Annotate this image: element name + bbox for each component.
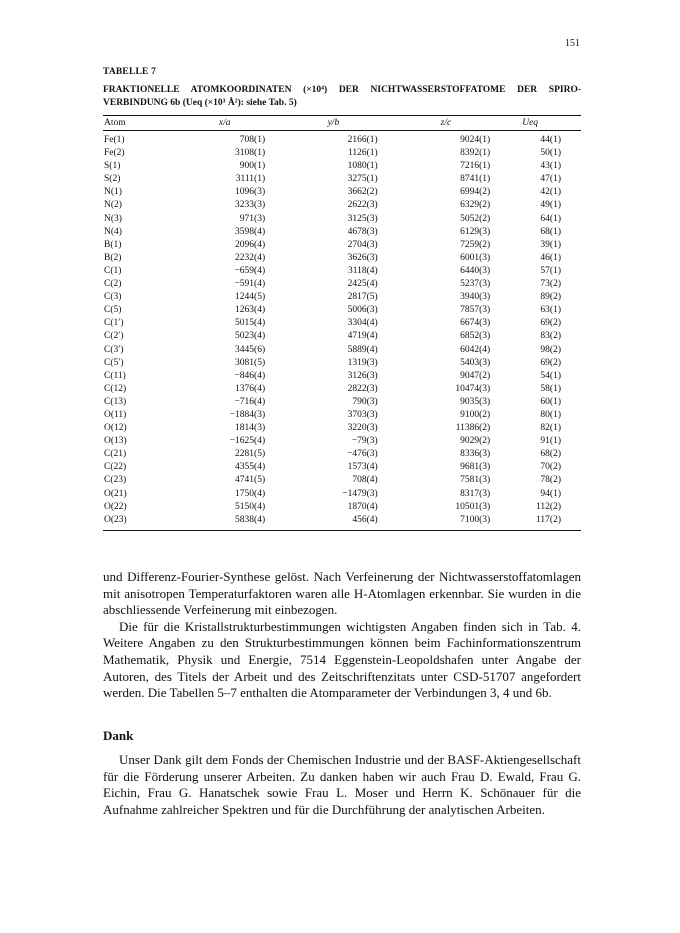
- cell-y: 790(3): [352, 396, 378, 407]
- cell-z: 6674(3): [460, 318, 491, 329]
- cell-x: 2232(4): [235, 252, 266, 263]
- table-row: [103, 317, 581, 330]
- cell-y: −476(3): [347, 449, 378, 460]
- cell-atom: O(23): [104, 514, 127, 525]
- cell-x: 708(1): [239, 135, 266, 145]
- cell-ueq: 70(2): [540, 462, 561, 473]
- cell-ueq: 83(2): [540, 331, 561, 342]
- cell-ueq: 98(2): [540, 344, 561, 355]
- cell-ueq: 44(1): [540, 135, 561, 145]
- table-caption: FRAKTIONELLE ATOMKOORDINATEN (×10⁴) DER NICHTWASSERSTOFFATOME DER SPIRO-VERBINDUNG 6b (Ueq (×10³ Å²): siehe Tab. 5): [103, 85, 581, 108]
- column-header-z: z/c: [440, 118, 452, 128]
- cell-y: 2822(3): [347, 383, 378, 394]
- cell-atom: N(2): [104, 200, 122, 211]
- cell-x: 2281(5): [235, 449, 266, 460]
- cell-ueq: 68(1): [540, 226, 561, 237]
- cell-x: 1376(4): [235, 383, 266, 394]
- table-row: [103, 501, 581, 514]
- cell-ueq: 80(1): [540, 409, 561, 420]
- table-row: [103, 186, 581, 199]
- acknowledgement-paragraph: Unser Dank gilt dem Fonds der Chemischen Industrie und der BASF-Aktiengesellschaft für die Förderung unserer Arbeiten. Zu danken haben wir auch Frau D. Ewald, Frau G. Eichin, Frau G. Hanatschek sowie Frau L. Moser und Herrn K. Schönauer für die Aufnahme zahlreicher Spektren und für die Durchführung der analytischen Arbeiten.: [103, 752, 581, 817]
- cell-y: 3626(3): [347, 252, 378, 263]
- cell-ueq: 60(1): [540, 396, 561, 407]
- body-paragraph-2: Die für die Kristallstrukturbestimmungen wichtigsten Angaben finden sich in Tab. 4. Weitere Angaben zu den Strukturbestimmungen können beim Fachinformationszentrum Mathematik, Physik und Energie, 7514 Eggenstein-Leopoldshafen unter Angabe der Autoren, des Titels der Arbeit und des Zeitschriftenzitats unter CSD-51707 angefordert werden. Die Tabellen 5–7 enthalten die Atomparameter der Verbindungen 3, 4 und 6b.: [103, 618, 581, 701]
- cell-ueq: 57(1): [540, 265, 561, 276]
- page-number: 151: [565, 38, 580, 49]
- cell-z: 8317(3): [460, 488, 491, 499]
- cell-z: 7100(3): [460, 514, 491, 525]
- cell-y: 1573(4): [347, 462, 378, 473]
- cell-y: 1080(1): [347, 161, 378, 172]
- table-row: [103, 461, 581, 474]
- table-row: [103, 173, 581, 186]
- cell-z: 10474(3): [455, 383, 491, 394]
- cell-atom: C(21): [104, 449, 127, 460]
- cell-atom: C(2): [104, 279, 122, 290]
- cell-z: 6852(3): [460, 331, 491, 342]
- cell-z: 6001(3): [460, 252, 491, 263]
- cell-x: −591(4): [234, 279, 266, 290]
- cell-y: 3118(4): [347, 265, 378, 276]
- cell-z: 11386(2): [455, 423, 491, 434]
- cell-y: 3304(4): [347, 318, 378, 329]
- cell-atom: N(1): [104, 187, 122, 198]
- cell-atom: C(3′): [104, 344, 124, 355]
- cell-y: 2704(3): [347, 239, 378, 250]
- cell-z: 7581(3): [460, 475, 491, 486]
- cell-ueq: 117(2): [536, 514, 561, 525]
- cell-z: 3940(3): [460, 292, 491, 303]
- cell-y: 2166(1): [347, 135, 378, 145]
- cell-y: 2622(3): [347, 200, 378, 211]
- table-row: [103, 199, 581, 212]
- table-row: [103, 252, 581, 265]
- cell-x: 2096(4): [235, 239, 266, 250]
- cell-ueq: 94(1): [540, 488, 561, 499]
- cell-atom: C(23): [104, 475, 127, 486]
- cell-ueq: 69(2): [540, 357, 561, 368]
- cell-x: 1814(3): [235, 423, 266, 434]
- cell-z: 6042(4): [460, 344, 491, 355]
- cell-atom: S(1): [104, 161, 121, 172]
- table-row: [103, 160, 581, 173]
- cell-ueq: 91(1): [540, 436, 561, 447]
- table-bottom-rule: [103, 530, 581, 531]
- cell-y: 708(4): [352, 475, 378, 486]
- cell-z: 9047(2): [460, 370, 491, 381]
- cell-x: 5150(4): [235, 501, 266, 512]
- cell-atom: O(22): [104, 501, 127, 512]
- cell-atom: S(2): [104, 174, 121, 185]
- table-row: [103, 278, 581, 291]
- cell-ueq: 39(1): [540, 239, 561, 250]
- cell-y: 4678(3): [347, 226, 378, 237]
- cell-x: 4355(4): [235, 462, 266, 473]
- body-text: [103, 569, 581, 702]
- cell-y: 4719(4): [347, 331, 378, 342]
- cell-ueq: 69(2): [540, 318, 561, 329]
- cell-z: 8741(1): [460, 174, 491, 185]
- table-row: [103, 514, 581, 527]
- cell-ueq: 43(1): [540, 161, 561, 172]
- cell-y: 2817(5): [347, 292, 378, 303]
- cell-y: 3662(2): [347, 187, 378, 198]
- cell-x: −716(4): [234, 396, 266, 407]
- coordinates-table: [103, 116, 581, 527]
- cell-atom: B(2): [104, 252, 122, 263]
- table-label: TABELLE 7: [103, 67, 157, 77]
- cell-atom: N(4): [104, 226, 122, 237]
- cell-z: 10501(3): [455, 501, 491, 512]
- cell-atom: Fe(1): [104, 135, 125, 145]
- body-paragraph-1: und Differenz-Fourier-Synthese gelöst. Nach Verfeinerung der Nichtwasserstoffatomlagen mit anisotropen Temperaturfaktoren waren alle H-Atomlagen erkennbar. Sie wurden in die abschliessende Verfeinerung mit einbezogen.: [103, 569, 581, 618]
- cell-x: −1884(3): [229, 409, 266, 420]
- cell-atom: C(5′): [104, 357, 124, 368]
- cell-ueq: 50(1): [540, 148, 561, 159]
- cell-atom: O(13): [104, 436, 127, 447]
- cell-ueq: 47(1): [540, 174, 561, 185]
- cell-z: 5052(2): [460, 213, 491, 224]
- cell-ueq: 64(1): [540, 213, 561, 224]
- cell-ueq: 68(2): [540, 449, 561, 460]
- cell-y: 1319(3): [347, 357, 378, 368]
- table-row: [103, 383, 581, 396]
- cell-atom: Fe(2): [104, 148, 125, 159]
- cell-y: 456(4): [352, 514, 378, 525]
- column-header-ueq: Ueq: [522, 118, 539, 128]
- cell-ueq: 54(1): [540, 370, 561, 381]
- cell-z: 8336(3): [460, 449, 491, 460]
- cell-atom: C(1′): [104, 318, 124, 329]
- cell-ueq: 49(1): [540, 200, 561, 211]
- cell-x: 3111(1): [235, 174, 266, 185]
- cell-y: 3703(3): [347, 409, 378, 420]
- table-header-row: [103, 116, 581, 131]
- cell-atom: N(3): [104, 213, 122, 224]
- cell-ueq: 63(1): [540, 305, 561, 316]
- cell-x: 3598(4): [235, 226, 266, 237]
- cell-y: 3125(3): [347, 213, 378, 224]
- cell-atom: C(5): [104, 305, 122, 316]
- cell-y: 1870(4): [347, 501, 378, 512]
- cell-x: 1263(4): [235, 305, 266, 316]
- cell-x: 3108(1): [235, 148, 266, 159]
- section-heading-dank: Dank: [103, 728, 134, 743]
- cell-atom: C(1): [104, 265, 122, 276]
- cell-z: 6329(2): [460, 200, 491, 211]
- cell-x: 900(1): [239, 161, 266, 172]
- cell-y: 1126(1): [347, 148, 378, 159]
- table-row: [103, 291, 581, 304]
- table-body: [103, 134, 581, 527]
- table-row: [103, 344, 581, 357]
- cell-ueq: 46(1): [540, 252, 561, 263]
- table-row: [103, 239, 581, 252]
- table-row: [103, 474, 581, 487]
- cell-y: 5889(4): [347, 344, 378, 355]
- table-row: [103, 357, 581, 370]
- table-row: [103, 330, 581, 343]
- cell-x: 5015(4): [235, 318, 266, 329]
- cell-atom: C(3): [104, 292, 122, 303]
- cell-z: 7216(1): [460, 161, 491, 172]
- cell-atom: O(11): [104, 409, 127, 420]
- cell-ueq: 42(1): [540, 187, 561, 198]
- cell-z: 9100(2): [460, 409, 491, 420]
- table-row: [103, 226, 581, 239]
- cell-y: 5006(3): [347, 305, 378, 316]
- cell-atom: O(21): [104, 488, 127, 499]
- cell-atom: C(13): [104, 396, 127, 407]
- cell-ueq: 78(2): [540, 475, 561, 486]
- column-header-x: x/a: [218, 118, 231, 128]
- cell-z: 5237(3): [460, 279, 491, 290]
- cell-x: 3233(3): [235, 200, 266, 211]
- cell-y: −79(3): [351, 436, 378, 447]
- cell-x: 971(3): [239, 213, 266, 224]
- cell-x: 1096(3): [235, 187, 266, 198]
- table-row: [103, 422, 581, 435]
- cell-atom: B(1): [104, 239, 122, 250]
- table-row: [103, 435, 581, 448]
- cell-z: 9035(3): [460, 396, 491, 407]
- cell-z: 6129(3): [460, 226, 491, 237]
- table-row: [103, 409, 581, 422]
- table-row: [103, 134, 581, 147]
- cell-x: −846(4): [234, 370, 266, 381]
- cell-z: 6994(2): [460, 187, 491, 198]
- table-row: [103, 448, 581, 461]
- cell-ueq: 112(2): [536, 501, 561, 512]
- cell-x: 1750(4): [235, 488, 266, 499]
- cell-y: 3220(3): [347, 423, 378, 434]
- coordinates-table-container: [103, 115, 581, 531]
- table-row: [103, 265, 581, 278]
- cell-z: 8392(1): [460, 148, 491, 159]
- cell-x: 3081(5): [235, 357, 266, 368]
- cell-x: −1625(4): [229, 436, 266, 447]
- table-row: [103, 488, 581, 501]
- table-row: [103, 213, 581, 226]
- cell-z: 7259(2): [460, 239, 491, 250]
- cell-x: 3445(6): [235, 344, 266, 355]
- cell-ueq: 73(2): [540, 279, 561, 290]
- column-header-y: y/b: [327, 118, 340, 128]
- cell-ueq: 89(2): [540, 292, 561, 303]
- cell-z: 6440(3): [460, 265, 491, 276]
- cell-atom: C(22): [104, 462, 127, 473]
- cell-atom: O(12): [104, 423, 127, 434]
- cell-z: 9024(1): [460, 135, 491, 145]
- table-row: [103, 396, 581, 409]
- cell-z: 5403(3): [460, 357, 491, 368]
- table-row: [103, 370, 581, 383]
- table-row: [103, 147, 581, 160]
- table-row: [103, 304, 581, 317]
- cell-ueq: 82(1): [540, 423, 561, 434]
- cell-x: 5023(4): [235, 331, 266, 342]
- cell-ueq: 58(1): [540, 383, 561, 394]
- cell-y: 3126(3): [347, 370, 378, 381]
- cell-atom: C(12): [104, 383, 127, 394]
- cell-y: 2425(4): [347, 279, 378, 290]
- cell-y: −1479(3): [342, 488, 378, 499]
- cell-atom: C(11): [104, 370, 126, 381]
- cell-x: 4741(5): [235, 475, 266, 486]
- cell-z: 9681(3): [460, 462, 491, 473]
- cell-z: 7857(3): [460, 305, 491, 316]
- cell-x: 1244(5): [235, 292, 266, 303]
- cell-x: −659(4): [234, 265, 266, 276]
- cell-x: 5838(4): [235, 514, 266, 525]
- cell-atom: C(2′): [104, 331, 124, 342]
- cell-z: 9029(2): [460, 436, 491, 447]
- cell-y: 3275(1): [347, 174, 378, 185]
- column-header-atom: Atom: [104, 118, 126, 128]
